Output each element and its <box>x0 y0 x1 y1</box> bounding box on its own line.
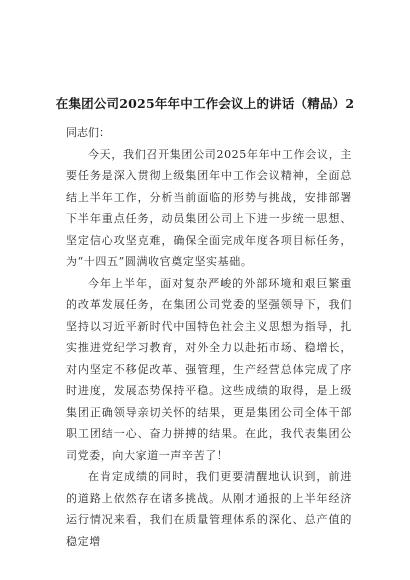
document-title: 在集团公司2025年年中工作会议上的讲话（精品）2 <box>55 96 355 111</box>
greeting: 同志们： <box>66 126 110 139</box>
paragraph-1: 今天，我们召开集团公司2025年年中工作会议，主要任务是深入贯彻上级集团年中工作会议精神，全面总结上半年工作，分析当前面临的形势与挑战，安排部署下半年重点任务，动员集团公司上下进一步统一思想、坚定信心攻坚克难，确保全面完成年度各项目标任务，为“十四五”圆满收官奠定坚实基础。 <box>66 147 352 268</box>
paragraph-2: 今年上半年，面对复杂严峻的外部环境和艰巨繁重的改革发展任务，在集团公司党委的坚强领导下，我们坚持以习近平新时代中国特色社会主义思想为指导，扎实推进党纪学习教育，对外全力以赴拓市场、稳增长，对内坚定不移促改革、强管理，生产经营总体完成了序时进度，发展态势保持平稳。这些成绩的取得，是上级集团正确领导亲切关怀的结果，更是集团公司全体干部职工团结一心、奋力拼搏的结果。在此，我代表集团公司党委，向大家道一声辛苦了！ <box>66 276 352 462</box>
document-body <box>66 122 352 552</box>
paragraph-3: 在肯定成绩的同时，我们更要清醒地认识到，前进的道路上依然存在诸多挑战。从刚才通报的上半年经济运行情况来看，我们在质量管理体系的深化、总产值的稳定增 <box>66 470 352 548</box>
